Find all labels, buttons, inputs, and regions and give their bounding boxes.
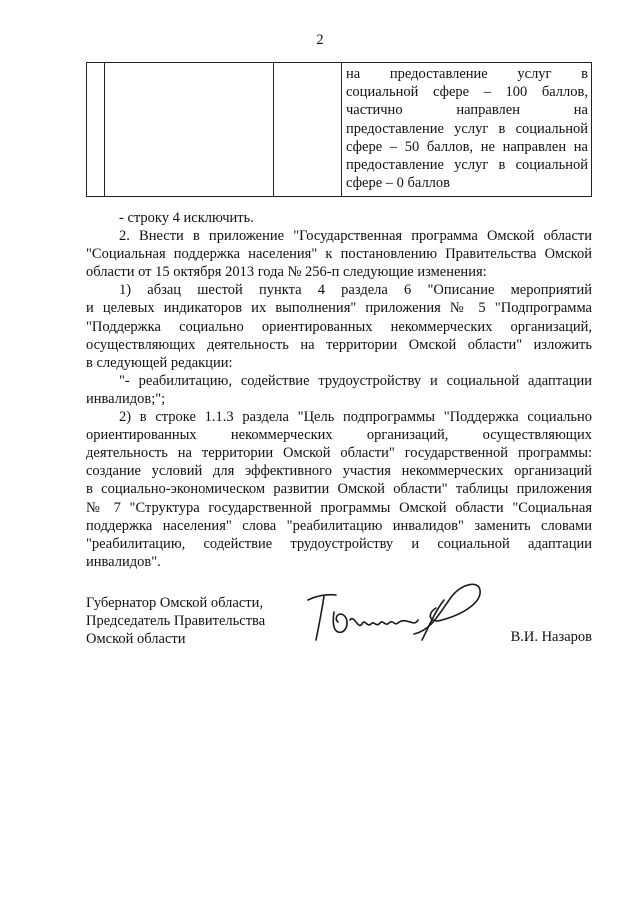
body-line: деятельность на территории Омской области" государственной программы:	[86, 445, 592, 462]
body-line: "Поддержка социально ориентированных некоммерческих организаций,	[86, 318, 592, 335]
signatory-title-line: Омской области	[86, 631, 186, 648]
body-line: создание условий для эффективного участия некоммерческих организаций	[86, 463, 592, 480]
signatory-title	[86, 594, 265, 649]
body-line: "- реабилитацию, содействие трудоустройству и социальной адаптации	[119, 372, 592, 389]
criteria-line: предоставление услуг в социальной	[346, 120, 588, 137]
continuation-table	[86, 62, 592, 197]
body-line: 2. Внести в приложение "Государственная программа Омской области	[119, 228, 592, 245]
criteria-line: сфере – 50 баллов, не направлен на	[346, 138, 588, 155]
body-line: осуществляющих деятельность на территории Омской области" изложить	[86, 336, 592, 353]
body-line: 1) абзац шестой пункта 4 раздела 6 "Описание мероприятий	[119, 282, 592, 299]
body-line: "реабилитацию, содействие трудоустройству и социальной адаптации	[86, 535, 592, 552]
body-line: инвалидов".	[86, 553, 161, 570]
body-line: "Социальная поддержка населения" к постановлению Правительства Омской	[86, 246, 592, 263]
body-line: - строку 4 исключить.	[119, 210, 254, 226]
body-line: и целевых индикаторов их выполнения" приложения № 5 "Подпрограмма	[86, 300, 592, 317]
table-row	[87, 63, 592, 197]
page-number: 2	[316, 32, 324, 48]
criteria-line: частично направлен на	[346, 102, 588, 119]
signatory-title-line: Председатель Правительства	[86, 613, 266, 630]
body-line: области от 15 октября 2013 года № 256-п следующие изменения:	[86, 264, 487, 281]
body-line: инвалидов;";	[86, 390, 166, 407]
body-line: 2) в строке 1.1.3 раздела "Цель подпрограммы "Поддержка социально	[119, 409, 592, 426]
criteria-line: на предоставление услуг в	[346, 66, 588, 82]
criteria-line: сфере – 0 баллов	[346, 175, 451, 192]
signatory-title-line: Губернатор Омской области,	[86, 595, 263, 611]
table-cell-unit	[274, 63, 342, 197]
criteria-line: предоставление услуг в социальной	[346, 157, 588, 174]
criteria-line: социальной сфере – 100 баллов,	[346, 84, 588, 101]
body-line: поддержка населения" слова "реабилитацию инвалидов" заменить словами	[86, 517, 592, 534]
body-line: в следующей редакции:	[86, 354, 233, 371]
table-cell-criteria	[342, 63, 592, 197]
body-line: № 7 "Структура государственной программы Омской области "Социальная	[86, 499, 592, 516]
body-line: ориентированных некоммерческих организаций, осуществляющих	[86, 427, 592, 444]
signatory-name: В.И. Назаров	[510, 629, 592, 645]
table-cell-number	[87, 63, 105, 197]
table-cell-name	[105, 63, 274, 197]
handwritten-signature	[302, 570, 492, 650]
document-body	[86, 209, 592, 571]
body-line: в социально-экономическом развитии Омской области" таблицы приложения	[86, 481, 592, 498]
